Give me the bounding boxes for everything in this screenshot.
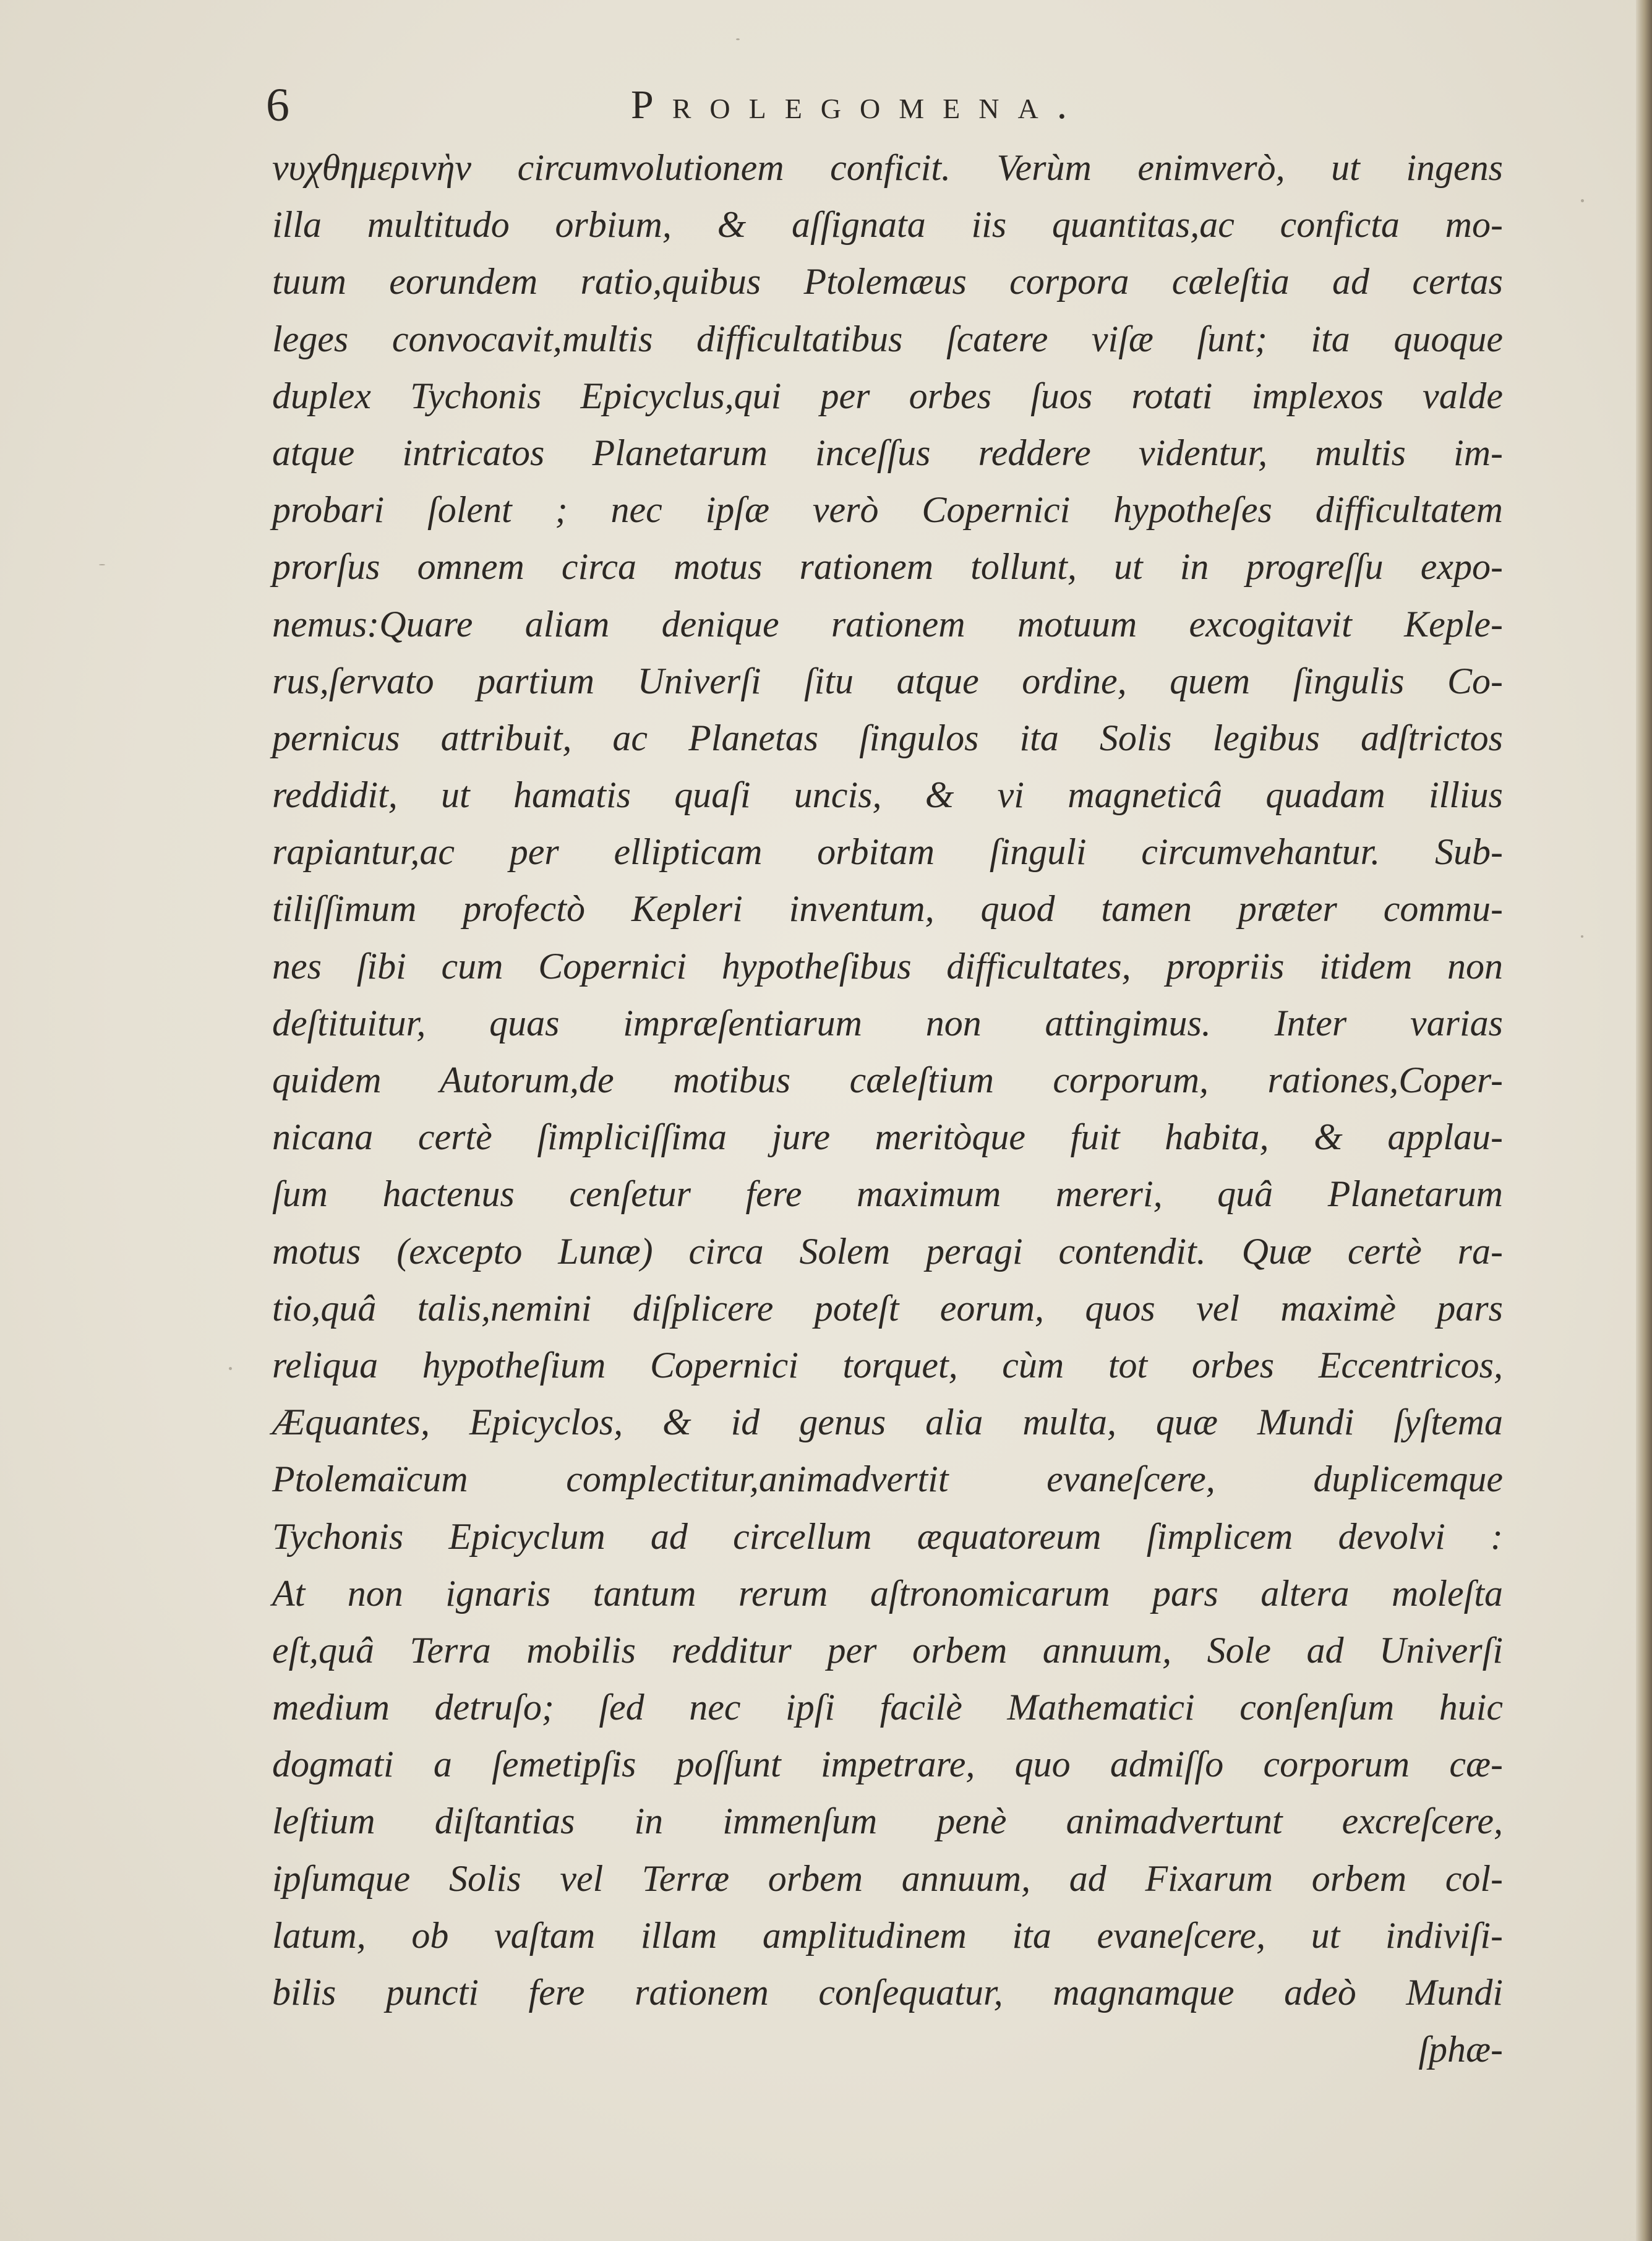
text-line: Ptolemaïcum complectitur,animadvertit evaneſcere, duplicemque [272,1459,1503,1500]
body-text [272,139,1503,2078]
text-line: rus,ſervato partium Univerſi ſitu atque ordine, quem ſingulis Co- [272,660,1503,701]
text-line: motus (excepto Lunæ) circa Solem peragi contendit. Quæ certè ra- [272,1230,1503,1272]
text-line: ipſumque Solis vel Terræ orbem annuum, ad Fixarum orbem col- [272,1858,1503,1899]
paper-speck [1581,935,1583,938]
text-line: probari ſolent ; nec ipſæ verò Copernici hypotheſes difficultatem [272,489,1503,531]
paper-speck [229,1367,232,1370]
text-line: Tychonis Epicyclum ad circellum æquatoreum ſimplicem devolvi : [272,1515,1503,1557]
text-line: atque intricatos Planetarum inceſſus reddere videntur, multis im- [272,432,1503,473]
text-line: medium detruſo; ſed nec ipſi facilè Mathematici conſenſum huic [272,1687,1503,1728]
text-line: reliqua hypotheſium Copernici torquet, cùm tot orbes Eccentricos, [272,1344,1503,1386]
text-line: eſt,quâ Terra mobilis redditur per orbem annuum, Sole ad Univerſi [272,1629,1503,1671]
text-line: pernicus attribuit, ac Planetas ſingulos ita Solis legibus adſtrictos [272,717,1503,758]
paper-speck [99,564,105,565]
text-line: tio,quâ talis,nemini diſplicere poteſt eorum, quos vel maximè pars [272,1287,1503,1329]
text-line: duplex Tychonis Epicyclus,qui per orbes ſuos rotati implexos valde [272,375,1503,416]
text-line: Æquantes, Epicyclos, & id genus alia multa, quæ Mundi ſyſtema [272,1402,1503,1443]
catchword: ſphæ- [1418,2029,1503,2070]
text-line: At non ignaris tantum rerum aſtronomicarum pars altera moleſta [272,1572,1503,1614]
text-line: nemus:Quare aliam denique rationem motuum excogitavit Keple- [272,603,1503,645]
text-line: rapiantur,ac per ellipticam orbitam ſinguli circumvehantur. Sub- [272,831,1503,873]
page-edge-shadow [1636,0,1652,2241]
text-line: quidem Autorum,de motibus cæleſtium corporum, rationes,Coper- [272,1060,1503,1100]
text-line: reddidit, ut hamatis quaſi uncis, & vi magneticâ quadam illius [272,774,1503,816]
text-line: prorſus omnem circa motus rationem tollunt, ut in progreſſu expo- [272,546,1503,588]
text-line: latum, ob vaſtam illam amplitudinem ita evaneſcere, ut indiviſi- [272,1914,1503,1956]
text-line: ſum hactenus cenſetur fere maximum mereri, quâ Planetarum [272,1173,1503,1215]
page-header [266,74,1225,142]
text-line: tuum eorundem ratio,quibus Ptolemæus corpora cæleſtia ad certas [272,261,1503,302]
text-line: νυχθημερινὴν circumvolutionem conficit. Verùm enimverò, ut ingens [272,147,1503,188]
paper-speck [1581,199,1584,202]
text-line: leſtium diſtantias in immenſum penè animadvertunt excreſcere, [272,1801,1503,1842]
running-title: Prolegomena. [631,82,1086,127]
text-line: nicana certè ſimpliciſſima jure meritòque fuit habita, & applau- [272,1116,1503,1158]
text-line: nes ſibi cum Copernici hypotheſibus difficultates, propriis itidem non [272,945,1503,987]
page-number: 6 [266,79,289,131]
paper-speck [736,38,740,40]
text-line: tiliſſimum profectò Kepleri inventum, quod tamen præter commu- [272,888,1503,930]
text-line: deſtituitur, quas impræſentiarum non attingimus. Inter varias [272,1002,1503,1043]
text-line: leges convocavit,multis difficultatibus ſcatere viſæ ſunt; ita quoque [272,318,1503,359]
text-line: dogmati a ſemetipſis poſſunt impetrare, quo admiſſo corporum cæ- [272,1744,1503,1785]
text-line: bilis puncti fere rationem conſequatur, magnamque adeò Mundi [272,1972,1503,2013]
text-line: illa multitudo orbium, & aſſignata iis quantitas,ac conficta mo- [272,204,1503,246]
